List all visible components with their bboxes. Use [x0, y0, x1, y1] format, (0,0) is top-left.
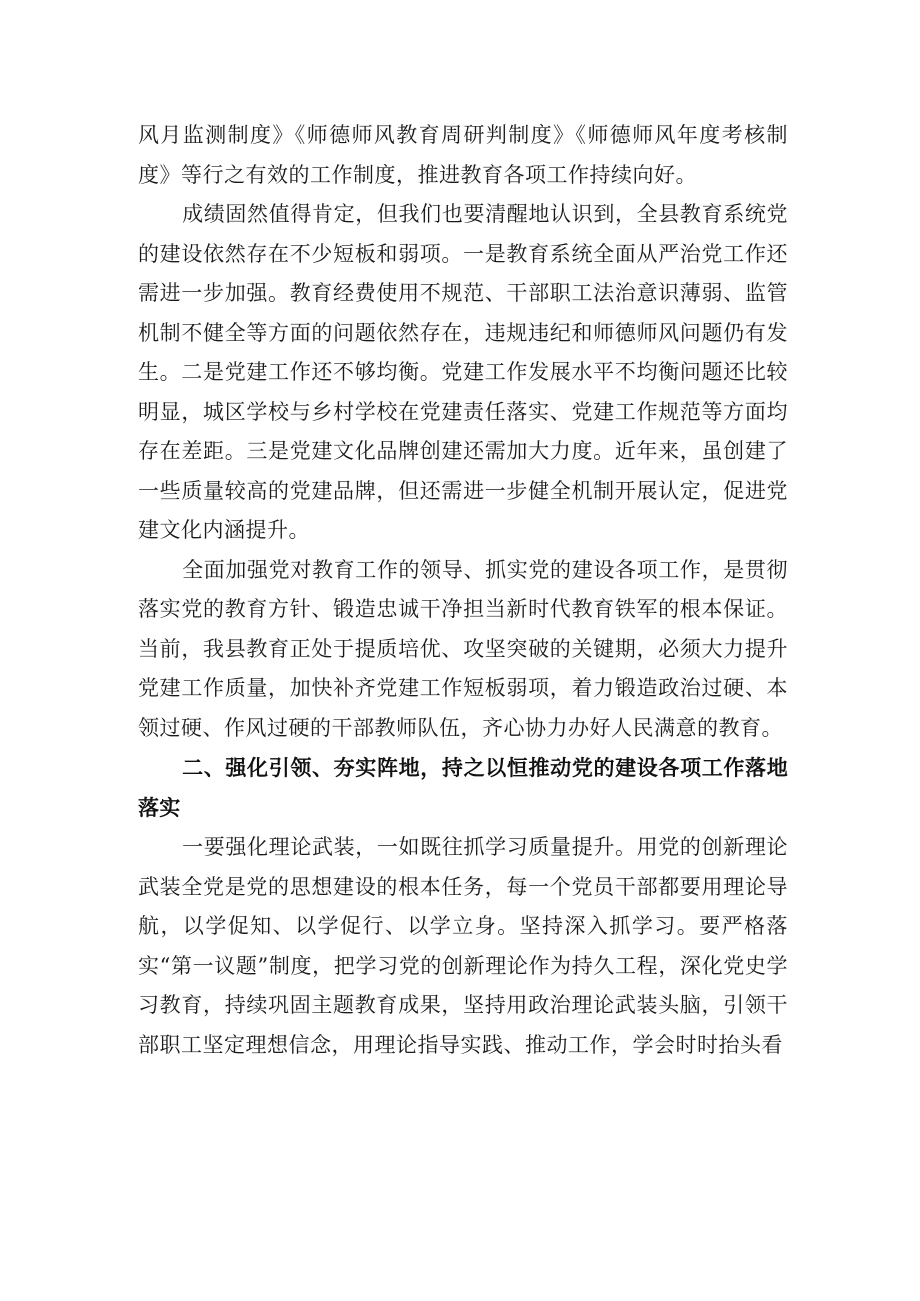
paragraph-guarantee: 全面加强党对教育工作的领导、抓实党的建设各项工作，是贯彻落实党的教育方针、锻造忠诚干净担当新时代教育铁军的根本保证。当前，我县教育正处于提质培优、攻坚突破的关键期，必须大力提升党建工作质量，加快补齐党建工作短板弱项，着力锻造政治过硬、本领过硬、作风过硬的干部教师队伍，齐心协力办好人民满意的教育。: [138, 557, 788, 740]
paragraph-theory: 一要强化理论武装，一如既往抓学习质量提升。用党的创新理论武装全党是党的思想建设的根本任务，每一个党员干部都要用理论导航，以学促知、以学促行、以学立身。坚持深入抓学习。要严格落实“第一议题”制度，把学习党的创新理论作为持久工程，深化党史学习教育，持续巩固主题教育成果，坚持用政治理论武装头脑，引领干部职工坚定理想信念，用理论指导实践、推动工作，学会时时抬头看: [138, 835, 788, 1057]
paragraph-continued-policies: 风月监测制度》《师德师风教育周研判制度》《师德师风年度考核制度》等行之有效的工作制度，推进教育各项工作持续向好。: [138, 123, 788, 187]
section-heading: 二、强化引领、夯实阵地，持之以恒推动党的建设各项工作落地落实: [138, 756, 788, 820]
document-body: [138, 116, 788, 1065]
paragraph-shortcomings: 成绩固然值得肯定，但我们也要清醒地认识到，全县教育系统党的建设依然存在不少短板和弱项。一是教育系统全面从严治党工作还需进一步加强。教育经费使用不规范、干部职工法治意识薄弱、监管机制不健全等方面的问题依然存在，违规违纪和师德师风问题仍有发生。二是党建工作还不够均衡。党建工作发展水平不均衡问题还比较明显，城区学校与乡村学校在党建责任落实、党建工作规范等方面均存在差距。三是党建文化品牌创建还需加大力度。近年来，虽创建了一些质量较高的党建品牌，但还需进一步健全机制开展认定，促进党建文化内涵提升。: [138, 202, 788, 542]
